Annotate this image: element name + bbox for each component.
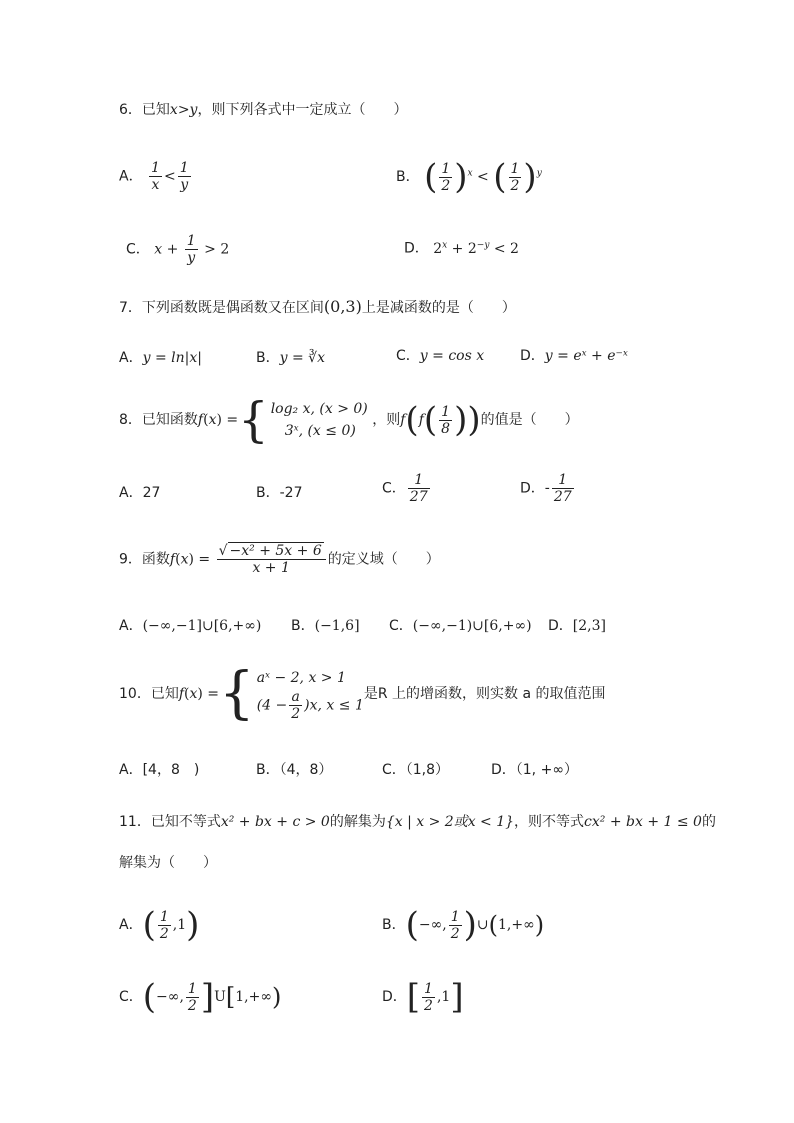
question-7-stem [119, 297, 516, 318]
option-expression: (−1,6] [314, 618, 360, 634]
q9-option-c[interactable] [389, 616, 532, 636]
q8-option-a[interactable]: A．27 [119, 485, 161, 501]
option-expression: y = eˣ + e⁻ˣ [544, 348, 628, 364]
fraction: $\frac{1}{2}$ [159, 908, 169, 942]
fraction: $\frac{1}{2}$ [187, 980, 197, 1014]
option-expression: (−∞,−1)∪[6,+∞) [412, 618, 532, 634]
q8-option-d[interactable]: D．- $\frac{1}{27}$ [520, 472, 572, 505]
fraction: $\frac{1}{2}$ [441, 160, 451, 194]
q11-option-c[interactable]: C．(−∞, $\frac{1}{2}$ ]U[1,+∞) [119, 977, 282, 1017]
option-letter: B． [396, 169, 420, 185]
option-expression: y = ln|x| [142, 350, 202, 366]
q6-option-d[interactable]: D． $2^x + 2^{-y} < 2$ [404, 240, 519, 257]
option-letter: C． [119, 989, 143, 1005]
q6-option-b[interactable]: B． ( $\frac{1}{2}$ )$^x$ < ( $\frac{1}{2}$ )$^y$ [396, 157, 542, 197]
option-letter: D． [382, 989, 407, 1005]
option-letter: B． [256, 350, 280, 366]
question-8-stem: 8．已知函数f(x) ={ log₂ x, (x > 0) 3ˣ, (x ≤ 0) ，则f(f( $\frac{1}{8}$ ))的值是（ ） [119, 392, 579, 448]
q6-condition: x>y [169, 102, 198, 118]
q11-option-a[interactable]: A．( $\frac{1}{2}$ ,1) [119, 905, 200, 945]
fraction: $\frac{1}{y}$ [179, 160, 189, 193]
q8-label: 8．已知函数 [119, 412, 198, 428]
q8-option-c[interactable]: C． $\frac{1}{27}$ [382, 472, 428, 505]
q7-tail: 上是减函数的是（ ） [361, 300, 516, 316]
fraction: $\frac{a}{2}$ [291, 688, 301, 722]
q10-option-a[interactable]: A．[4，8 ) [119, 762, 200, 778]
q10-option-d[interactable]: D．（1, +∞） [491, 762, 578, 778]
q11-option-d[interactable]: D．[ $\frac{1}{2}$ ,1] [382, 977, 464, 1017]
q11-mid2: ，则不等式 [514, 814, 585, 830]
option-expression: y = ∛x [279, 350, 325, 366]
fraction: $\frac{1}{x}$ [151, 160, 160, 193]
q7-option-b[interactable] [256, 348, 325, 368]
fraction: $\frac{1}{27}$ [553, 472, 572, 505]
q11-solution-set: {x | x > 2或x < 1} [385, 814, 515, 830]
q7-option-d[interactable] [520, 346, 628, 366]
q9-label: 9．函数 [119, 551, 170, 568]
fraction: $\frac{1}{27}$ [409, 472, 428, 505]
q9-tail: 的定义域（ ） [327, 551, 440, 568]
option-letter: D． [548, 618, 573, 634]
option-expression: (−∞,−1]∪[6,+∞) [142, 618, 262, 634]
q6-option-c[interactable]: C． x + $\frac{1}{y}$ > 2 [126, 233, 230, 266]
piecewise-cases: aˣ − 2, x > 1 (4 − $\frac{a}{2}$ )x, x ≤ 1 [256, 669, 364, 722]
q9-option-d[interactable] [548, 616, 606, 636]
fraction: $\frac{1}{2}$ [424, 980, 433, 1014]
option-letter: B． [382, 917, 406, 933]
q7-interval: (0,3) [323, 297, 362, 316]
q10-option-c[interactable]: C．（1,8） [382, 762, 450, 778]
fraction: $\frac{1}{8}$ [441, 403, 451, 437]
fraction: $\frac{1}{2}$ [510, 160, 520, 194]
q8-option-b[interactable]: B．-27 [256, 485, 303, 501]
option-letter: C． [396, 348, 420, 364]
question-6-stem [119, 100, 407, 120]
q9-option-b[interactable] [291, 616, 360, 636]
option-letter: A． [119, 350, 143, 366]
option-expression: y = cos x [419, 348, 485, 364]
q10-tail: 是R 上的增函数，则实数 a 的取值范围 [363, 686, 606, 702]
fraction: $\frac{1}{2}$ [450, 908, 460, 942]
fraction: $\frac{1}{y}$ [186, 233, 196, 266]
q7-option-c[interactable] [396, 346, 484, 366]
q11-inequality-1: x² + bx + c > 0 [220, 814, 330, 830]
fraction: $\frac{\text{√ −x² + 5x + 6}}{x + 1}$ [217, 543, 326, 576]
q11-tail: 的 [701, 814, 716, 830]
option-letter: B． [291, 618, 315, 634]
q6-option-a[interactable]: A． $\frac{1}{x}$ < $\frac{1}{y}$ [119, 160, 189, 193]
option-letter: D． [520, 348, 545, 364]
q11-mid: 的解集为 [329, 814, 386, 830]
q7-option-a[interactable] [119, 348, 202, 368]
option-letter: C． [389, 618, 413, 634]
q10-option-b[interactable]: B．（4，8） [256, 762, 333, 778]
question-11-stem [119, 812, 716, 832]
q7-label: 7．下列函数既是偶函数又在区间 [119, 300, 324, 316]
question-9-stem: 9．函数f(x) = $\frac{\text{√ −x² + 5x + 6}}{x + 1}$ 的定义域（ ） [119, 543, 440, 576]
option-letter: A． [119, 917, 143, 933]
question-11-stem-line2: 解集为（ ） [119, 855, 217, 871]
option-expression: [2,3] [572, 618, 606, 634]
piecewise-cases: log₂ x, (x > 0) 3ˣ, (x ≤ 0) [270, 401, 368, 439]
option-letter: A． [119, 618, 143, 634]
q10-label: 10．已知 [119, 686, 179, 702]
q11-inequality-2: cx² + bx + 1 ≤ 0 [584, 814, 702, 830]
option-letter: D． [404, 240, 429, 257]
q9-option-a[interactable] [119, 616, 261, 636]
q11-label: 11．已知不等式 [119, 814, 221, 830]
q8-mid: ，则 [372, 412, 401, 428]
q11-option-b[interactable]: B．(−∞, $\frac{1}{2}$ )∪(1,+∞) [382, 905, 545, 945]
option-letter: C． [126, 241, 150, 258]
q6-tail: ，则下列各式中一定成立（ ） [197, 102, 408, 118]
q6-label: 6．已知 [119, 102, 170, 118]
option-letter: A． [119, 168, 143, 185]
q8-tail: 的值是（ ） [480, 412, 579, 428]
question-10-stem: 10．已知f(x) ={ aˣ − 2, x > 1 (4 − $\frac{a}{2}$ )x, x ≤ 1 是R 上的增函数，则实数 a 的取值范围 [119, 661, 606, 726]
